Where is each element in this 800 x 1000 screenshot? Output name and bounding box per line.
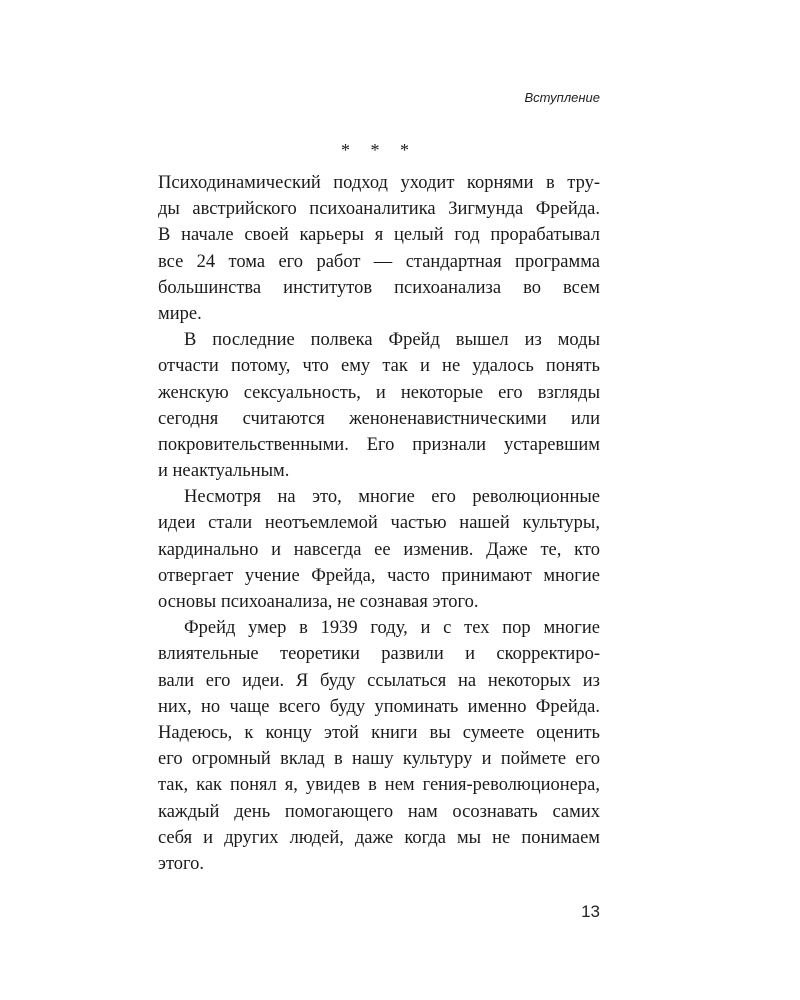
text-line: большинства институтов психоанализа во всем xyxy=(158,277,600,298)
text-line: В последние полвека Фрейд вышел из моды xyxy=(184,330,600,351)
text-line: влиятельные теоретики развили и скорректиро- xyxy=(158,644,600,665)
running-head: Вступление xyxy=(524,90,600,105)
text-line: каждый день помогающего нам осознавать самих xyxy=(158,801,600,822)
text-line: мире. xyxy=(158,303,202,324)
text-line: Фрейд умер в 1939 году, и с тех пор многие xyxy=(184,618,600,639)
text-line: идеи стали неотъемлемой частью нашей культуры, xyxy=(158,513,600,534)
text-line: этого. xyxy=(158,853,205,874)
body-text xyxy=(158,170,600,877)
text-line: них, но чаще всего буду упоминать именно Фрейда. xyxy=(158,696,600,717)
text-line: себя и других людей, даже когда мы не понимаем xyxy=(158,827,600,848)
text-line: вали его идеи. Я буду ссылаться на некоторых из xyxy=(158,670,600,691)
text-line: Психодинамический подход уходит корнями в тру- xyxy=(158,173,600,193)
text-line: Надеюсь, к концу этой книги вы сумеете оценить xyxy=(158,722,600,743)
text-line: В начале своей карьеры я целый год прорабатывал xyxy=(158,225,600,246)
text-line: кардинально и навсегда ее изменив. Даже те, кто xyxy=(158,539,600,560)
page-number: 13 xyxy=(581,902,600,921)
text-line: его огромный вклад в нашу культуру и поймете его xyxy=(158,749,600,770)
text-line: ды австрийского психоаналитика Зигмунда Фрейда. xyxy=(158,199,600,220)
text-line: все 24 тома его работ — стандартная программа xyxy=(158,251,600,272)
section-break-ornament: * * * xyxy=(341,140,417,160)
text-line: отвергает учение Фрейда, часто принимают многие xyxy=(158,565,600,586)
text-line: отчасти потому, что ему так и не удалось понять xyxy=(158,356,600,377)
text-line: сегодня считаются женоненавистническими или xyxy=(158,408,600,429)
text-line: женскую сексуальность, и некоторые его взгляды xyxy=(158,382,600,403)
text-line: так, как понял я, увидев в нем гения-революционера, xyxy=(158,775,600,796)
text-line: основы психоанализа, не сознавая этого. xyxy=(158,592,479,612)
text-line: Несмотря на это, многие его революционные xyxy=(184,487,600,508)
text-line: и неактуальным. xyxy=(158,461,290,482)
text-line: покровительственными. Его признали устаревшим xyxy=(158,434,600,455)
